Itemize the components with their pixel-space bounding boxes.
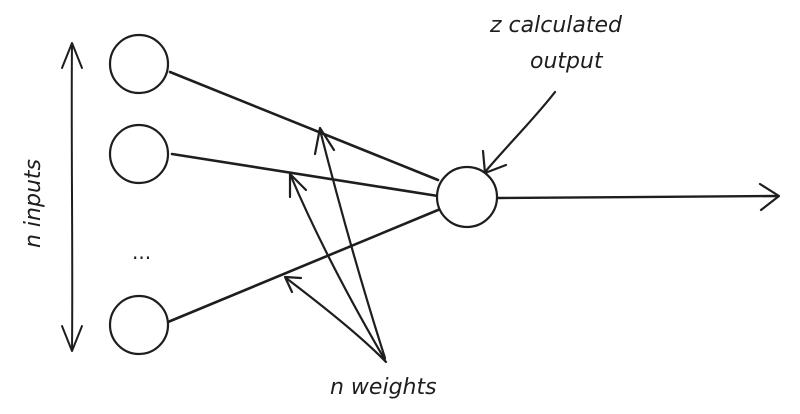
connection-1 <box>170 72 438 180</box>
input-node-1 <box>110 35 168 93</box>
output-neuron <box>437 167 497 227</box>
input-nodes <box>110 35 168 354</box>
output-label-line-1: z calculated <box>490 13 622 38</box>
weight-arrow-3 <box>286 278 386 362</box>
weight-arrow-1 <box>320 130 385 358</box>
inputs-range-arrow <box>62 43 82 351</box>
ellipsis-label: ... <box>132 240 152 264</box>
weights-arrows <box>285 128 386 362</box>
input-node-2 <box>110 125 168 183</box>
output-arrow <box>498 184 779 210</box>
connection-3 <box>168 210 438 322</box>
input-connections <box>168 72 438 322</box>
weight-arrow-2 <box>290 174 385 360</box>
weights-label: n weights <box>330 375 437 400</box>
output-pointer-arrow <box>483 92 555 173</box>
inputs-label: n inputs <box>21 159 46 248</box>
input-node-n <box>110 296 168 354</box>
output-label-line-2: output <box>530 49 603 74</box>
